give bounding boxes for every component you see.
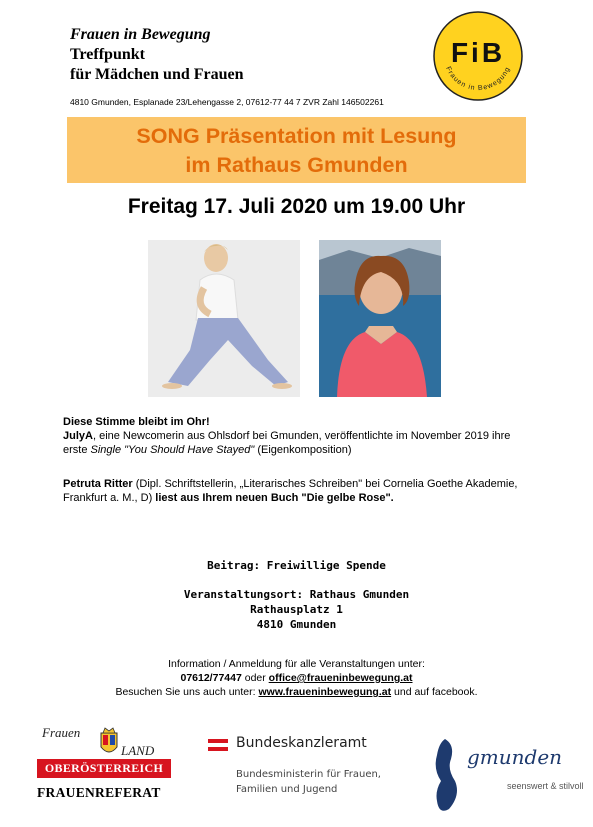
- venue-block: [0, 587, 593, 632]
- author-text: (Dipl. Schriftstellerin, „Literarisches Schreiben" bei Cornelia Goethe Akademie, Frankfurt a. M., D): [63, 478, 518, 504]
- org-address: 4810 Gmunden, Esplanade 23/Lehengasse 2, 07612-77 44 7 ZVR Zahl 146502261: [70, 97, 384, 107]
- frauenland-logo: [37, 725, 175, 813]
- phone-number: 07612/77447: [180, 672, 242, 684]
- fib-logo: [432, 10, 524, 102]
- coat-of-arms-icon: [99, 727, 119, 757]
- single-title: Single "You Should Have Stayed": [90, 444, 255, 456]
- venue-label: Veranstaltungsort: Rathaus Gmunden: [183, 588, 410, 601]
- contribution: Beitrag: Freiwillige Spende: [207, 559, 386, 572]
- bka-subtitle-line2: Familien und Jugend: [236, 784, 338, 795]
- frauenland-logo-bottom: FRAUENREFERAT: [37, 785, 161, 800]
- author-name: Petruta Ritter: [63, 478, 133, 490]
- venue-city: 4810 Gmunden: [256, 618, 337, 631]
- event-title-banner: [67, 117, 526, 183]
- frauenland-logo-top: Frauen: [42, 725, 81, 740]
- info-visit: Besuchen Sie uns auch unter:: [115, 686, 259, 698]
- austria-flag-icon: [208, 739, 228, 751]
- frauenland-logo-land: LAND: [121, 743, 155, 758]
- photo-petruta-ritter: [319, 240, 441, 397]
- bka-subtitle: [236, 767, 381, 797]
- gmunden-lake-icon: [425, 735, 465, 815]
- email-link[interactable]: office@fraueninbewegung.at: [268, 672, 413, 684]
- info-facebook: und auf facebook.: [391, 686, 478, 698]
- bka-subtitle-line1: Bundesministerin für Frauen,: [236, 769, 381, 780]
- gmunden-wordmark: gmunden: [467, 745, 563, 769]
- gmunden-tagline: seenswert & stilvoll: [507, 781, 584, 791]
- bundeskanzleramt-logo: [208, 735, 398, 805]
- intro-text-a: , eine Newcomerin aus Ohlsdorf bei Gmunden, veröffentlichte im November 2019 ihre erste: [63, 430, 511, 456]
- info-or: oder: [241, 672, 269, 684]
- photo-julya: [148, 240, 300, 397]
- org-subtitle-line1: Treffpunkt: [70, 46, 145, 63]
- info-block: [0, 657, 593, 699]
- intro-headline: Diese Stimme bleibt im Ohr!: [63, 416, 210, 428]
- author-reading: liest aus Ihrem neuen Buch "Die gelbe Rose".: [155, 492, 394, 504]
- venue-street: Rathausplatz 1: [250, 603, 343, 616]
- fib-logo-text: FiB: [450, 37, 506, 68]
- event-date: Freitag 17. Juli 2020 um 19.00 Uhr: [127, 195, 466, 218]
- artist-name: JulyA: [63, 430, 93, 442]
- event-title-line1: SONG Präsentation mit Lesung: [136, 124, 457, 148]
- intro-text-b: (Eigenkomposition): [254, 444, 352, 456]
- intro-paragraph: [63, 415, 533, 457]
- fib-logo-ring-text: Frauen in Bewegung: [444, 65, 512, 93]
- event-title-line2: im Rathaus Gmunden: [185, 153, 408, 177]
- bka-title: Bundeskanzleramt: [236, 735, 367, 751]
- org-subtitle-line2: für Mädchen und Frauen: [70, 66, 244, 83]
- frauenland-logo-bar: OBERÖSTERREICH: [37, 759, 171, 778]
- org-name: Frauen in Bewegung: [70, 26, 211, 43]
- info-line1: Information / Anmeldung für alle Veranstaltungen unter:: [168, 658, 425, 670]
- website-link[interactable]: www.fraueninbewegung.at: [258, 686, 392, 698]
- gmunden-logo: [425, 735, 585, 815]
- author-paragraph: [63, 477, 533, 505]
